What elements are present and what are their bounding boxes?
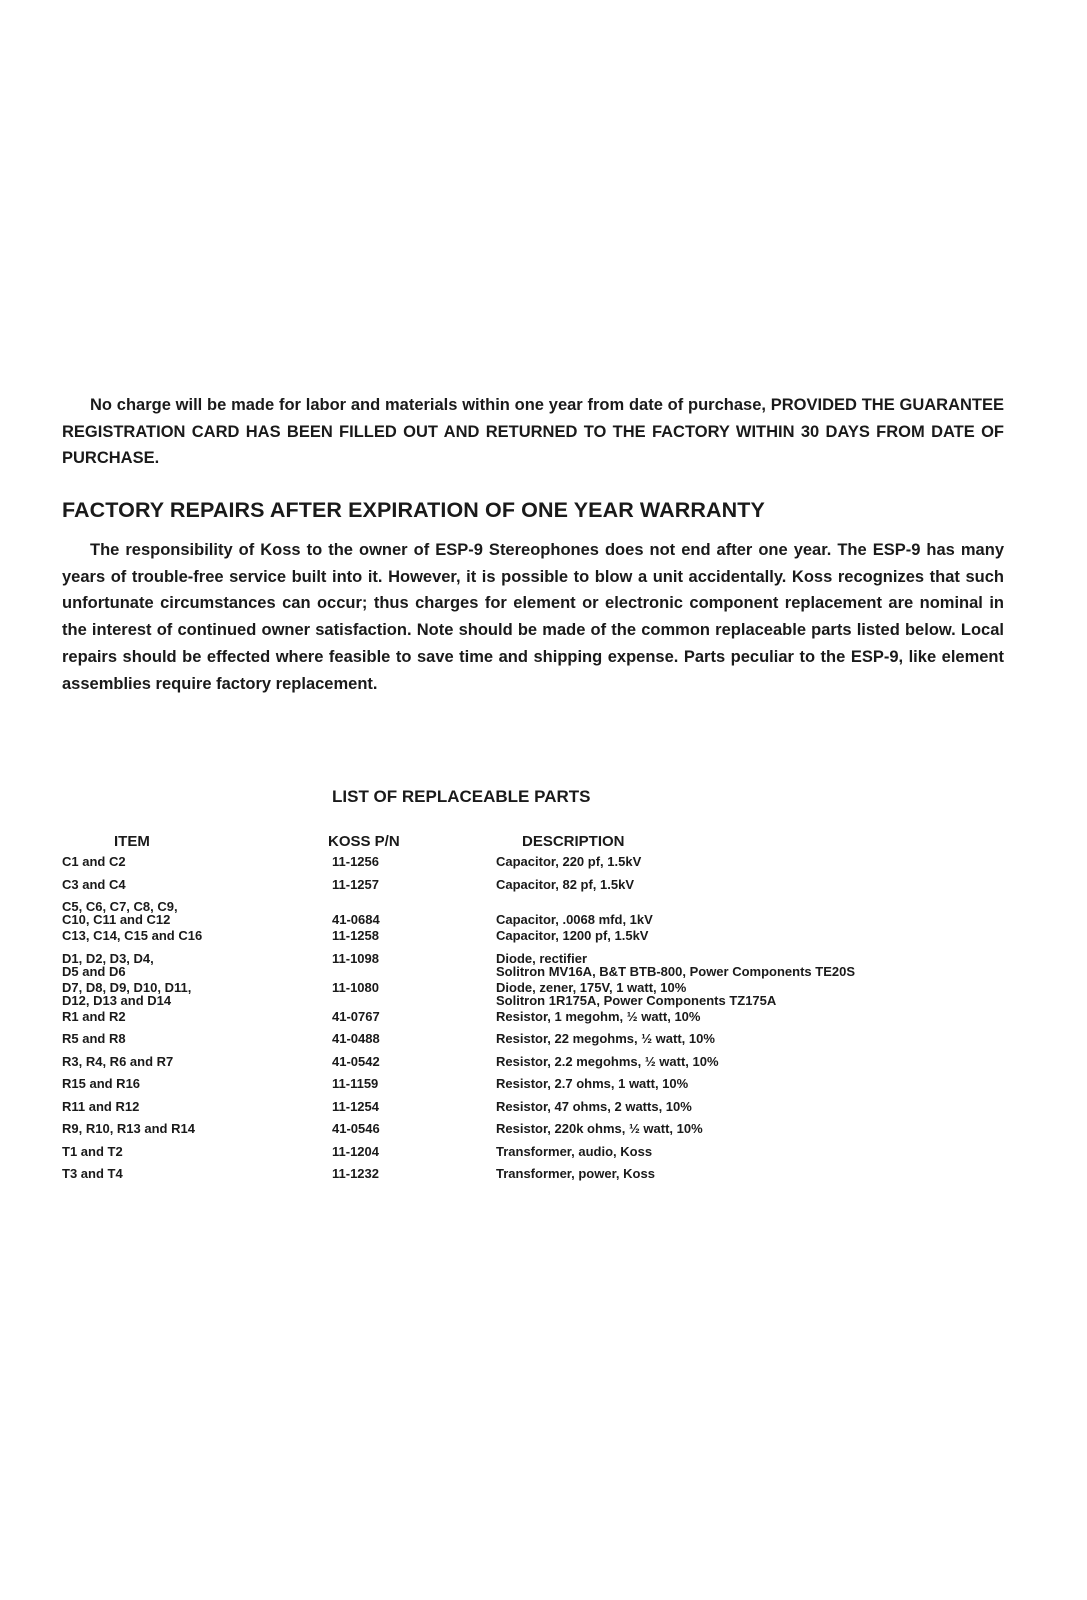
description-cell: Transformer, power, Koss [496, 1166, 655, 1181]
item-cell: R11 and R12 [62, 1098, 140, 1114]
part-number-cell: 11-1258 [332, 928, 379, 943]
part-number-cell: 11-1257 [332, 876, 379, 892]
table-row [62, 900, 992, 929]
warranty-paragraph [62, 392, 1004, 472]
parts-table-header [62, 833, 992, 855]
item-cell: T1 and T2 [62, 1143, 123, 1159]
table-row [62, 981, 992, 1010]
item-cell: C1 and C2 [62, 854, 126, 869]
part-number-cell: 41-0684 [332, 912, 380, 927]
table-row [62, 878, 992, 901]
description-cell: Resistor, 220k ohms, ½ watt, 10% [496, 1121, 703, 1136]
item-cell: C5, C6, C7, C8, C9, C10, C11 and C12 [62, 899, 178, 927]
column-header-description: DESCRIPTION [522, 833, 625, 850]
item-cell: R9, R10, R13 and R14 [62, 1121, 195, 1136]
item-cell: R1 and R2 [62, 1008, 126, 1024]
table-row [62, 1010, 992, 1033]
part-number-cell: 41-0767 [332, 1008, 380, 1024]
part-number-cell: 11-1080 [332, 979, 379, 995]
column-header-item: ITEM [114, 833, 150, 850]
table-row [62, 1145, 992, 1168]
description-cell: Capacitor, .0068 mfd, 1kV [496, 912, 653, 927]
description-cell: Resistor, 2.7 ohms, 1 watt, 10% [496, 1076, 689, 1091]
item-cell: C13, C14, C15 and C16 [62, 928, 203, 943]
description-cell: Capacitor, 1200 pf, 1.5kV [496, 928, 649, 943]
warranty-paragraph-text: No charge will be made for labor and materials within one year from date of purchase, PROVIDED THE GUARANTEE REGISTRATION CARD HAS BEEN FILLED OUT AND RETURNED TO THE FACTORY WITHIN 30 DAYS FROM DATE OF PURCHASE. [62, 396, 1004, 468]
parts-table [62, 833, 992, 1190]
parts-list-heading: LIST OF REPLACEABLE PARTS [332, 787, 591, 806]
table-row [62, 952, 992, 981]
responsibility-paragraph [62, 537, 1004, 697]
part-number-cell: 11-1232 [332, 1166, 379, 1181]
part-number-cell: 41-0488 [332, 1031, 380, 1046]
description-cell: Capacitor, 220 pf, 1.5kV [496, 854, 642, 869]
responsibility-paragraph-text: The responsibility of Koss to the owner of ESP-9 Stereophones does not end after one year. The ESP-9 has many years of trouble-free service built into it. However, it is possible to blow a unit accidentally. Koss recognizes that such unfortunate circumstances can occur; thus charges for element or electronic component replacement are nominal in the interest of continued owner satisfaction. Note should be made of the common replaceable parts listed below. Local repairs should be effected where feasible to save time and shipping expense. Parts peculiar to the ESP-9, like element assemblies require factory replacement. [62, 541, 1004, 693]
description-cell: Resistor, 2.2 megohms, ½ watt, 10% [496, 1053, 719, 1069]
part-number-cell: 11-1256 [332, 854, 379, 869]
part-number-cell: 11-1204 [332, 1143, 379, 1159]
table-row [62, 1122, 992, 1145]
table-row [62, 929, 992, 952]
table-row [62, 1055, 992, 1078]
item-cell: R5 and R8 [62, 1031, 126, 1046]
repairs-heading: FACTORY REPAIRS AFTER EXPIRATION OF ONE YEAR WARRANTY [62, 498, 765, 522]
table-row [62, 1167, 992, 1190]
description-cell: Capacitor, 82 pf, 1.5kV [496, 876, 635, 892]
part-number-cell: 11-1254 [332, 1098, 379, 1114]
part-number-cell: 41-0546 [332, 1121, 380, 1136]
item-cell: T3 and T4 [62, 1166, 123, 1181]
item-cell: R3, R4, R6 and R7 [62, 1053, 174, 1069]
item-cell: D1, D2, D3, D4, D5 and D6 [62, 950, 154, 979]
description-cell: Transformer, audio, Koss [496, 1143, 653, 1159]
part-number-cell: 11-1098 [332, 950, 379, 966]
column-header-part-number: KOSS P/N [328, 833, 400, 850]
description-cell: Resistor, 22 megohms, ½ watt, 10% [496, 1031, 715, 1046]
item-cell: R15 and R16 [62, 1076, 141, 1091]
description-cell: Resistor, 47 ohms, 2 watts, 10% [496, 1098, 692, 1114]
description-cell: Diode, zener, 175V, 1 watt, 10% Solitron 1R175A, Power Components TZ175A [496, 979, 777, 1008]
table-row [62, 1077, 992, 1100]
table-row [62, 855, 992, 878]
part-number-cell: 11-1159 [332, 1076, 379, 1091]
table-row [62, 1100, 992, 1123]
part-number-cell: 41-0542 [332, 1053, 380, 1069]
item-cell: C3 and C4 [62, 876, 126, 892]
description-cell: Resistor, 1 megohm, ½ watt, 10% [496, 1008, 701, 1024]
item-cell: D7, D8, D9, D10, D11, D12, D13 and D14 [62, 979, 192, 1008]
table-row [62, 1032, 992, 1055]
description-cell: Diode, rectifier Solitron MV16A, B&T BTB-800, Power Components TE20S [496, 950, 855, 979]
